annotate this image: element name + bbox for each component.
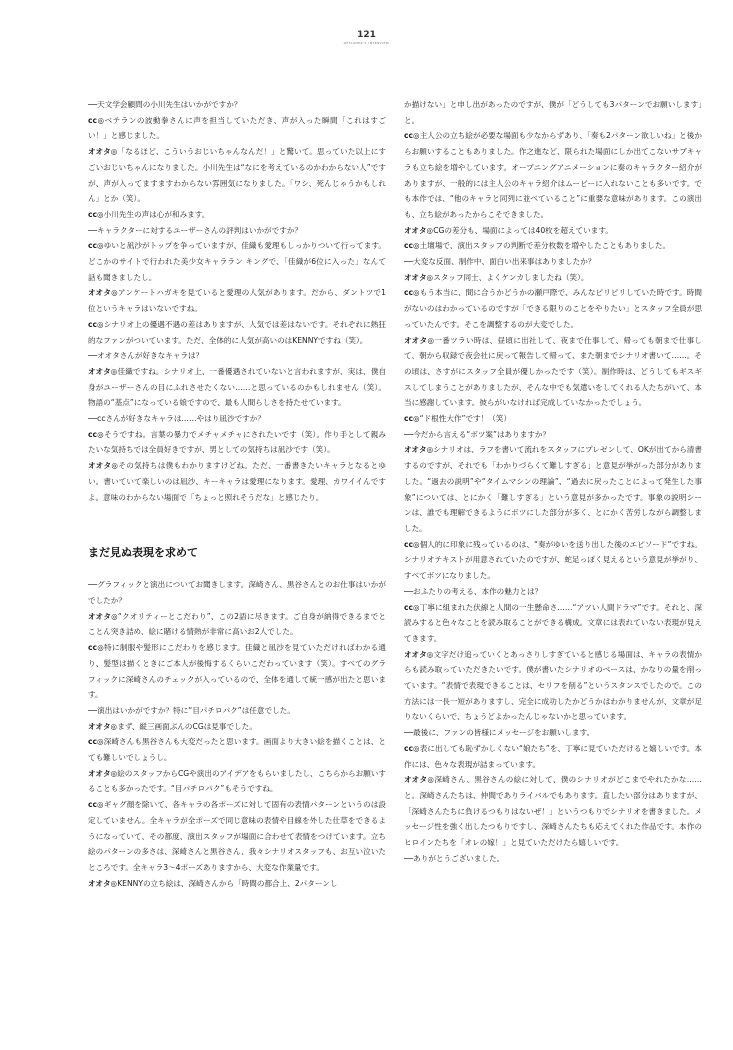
speaker-label: オオタ◎ bbox=[404, 775, 435, 785]
interview-paragraph bbox=[88, 223, 386, 239]
paragraph-text: 一番ツラい時は、昼頃に出社して、夜まで仕事して、帰っても朝まで仕事して、朝から収録で夜会社に戻って報告して帰って、また朝までシナリオ書いて……。その頃は、さすがにスタッフ全員が優しかったです（笑）。制作時は、どうしてもギスギスしてしまうことがありましたが、そんな中でも気遣いをしてくれる人たちがいて、本当に感謝しています。彼らがいなければ完成していなかったでしょう。 bbox=[404, 335, 702, 408]
interview-paragraph bbox=[404, 537, 702, 584]
interview-paragraph bbox=[88, 364, 386, 411]
speaker-label: cc◎ bbox=[404, 241, 420, 251]
speaker-label: オオタ◎ bbox=[404, 225, 434, 235]
interview-paragraph bbox=[88, 113, 386, 144]
paragraph-text: 表に出しても恥ずかしくない“娘たち”を、丁寧に見ていただけると嬉しいです。本作には、色々な表現が詰まっています。 bbox=[404, 743, 702, 769]
speaker-label: オオタ◎ bbox=[88, 768, 118, 778]
paragraph-text: 主人公の立ち絵が必要な場面も少なからずあり、「奏も2パターン欲しいね」と後からお願いすることもありました。作之進など、限られた場面にしか出てこないサブキャラも立ち絵を増やしています。オープニングアニメーションに奏のキャラクター紹介がありますが、一般的には主人公のキャラ紹介はムービーに入れないことも多いです。でも本作では、“他のキャラと同列に並べていること”に重要な意味があります。この演出も、立ち絵があったからこそできました。 bbox=[404, 131, 702, 219]
left-column bbox=[88, 97, 386, 1037]
interview-paragraph bbox=[404, 772, 702, 851]
interview-paragraph bbox=[404, 270, 702, 286]
paragraph-text: ──演出はいかがですか？特に“目パチロパク”は任意でした。 bbox=[88, 705, 295, 715]
speaker-label: cc◎ bbox=[88, 115, 105, 125]
interview-paragraph bbox=[88, 703, 386, 719]
paragraph-text: ギャグ顔を除いて、各キャラの各ポーズに対して固有の表情パターンというのは設定していません。全キャラが全ポーズで同じ意味の表情や目線を外した仕草をできるようになっていて、その都度、演出スタッフが場面に合わせて表情をつけています。立ち絵のパターンの多さは、深崎さんと黒谷さん、我々シナリオスタッフも、お互い泣いたところです。全キャラ3～4ポーズありますから、大変な作業量です。 bbox=[88, 800, 386, 872]
paragraph-text: ゆいと凪沙がトップを争っていますが、佳織も愛理もしっかりついて行ってます。どこかのサイトで行われた美少女キャララン キングで、「佳織が6位に入った」なんて話も聞きましたし。 bbox=[88, 241, 386, 282]
interview-paragraph bbox=[404, 223, 702, 239]
interview-paragraph bbox=[404, 285, 702, 332]
speaker-label: cc◎ bbox=[88, 737, 104, 747]
interview-paragraph bbox=[88, 348, 386, 364]
paragraph-text: CGの差分も、場面によっては40枚を超えています。 bbox=[433, 225, 613, 235]
speaker-label: cc◎ bbox=[404, 602, 420, 612]
speaker-label: オオタ◎ bbox=[404, 335, 435, 345]
interview-paragraph bbox=[88, 411, 386, 427]
paragraph-text: 深崎さんも黒谷さんも大変だったと思います。画面より大きい絵を描くことは、とても難しいでしょうし。 bbox=[88, 737, 386, 763]
speaker-label: オオタ◎ bbox=[88, 366, 118, 376]
speaker-label: cc◎ bbox=[88, 429, 104, 439]
speaker-label: cc◎ bbox=[404, 131, 420, 141]
speaker-label: オオタ◎ bbox=[88, 288, 118, 298]
paragraph-text: ──オオタさんが好きなキャラは？ bbox=[88, 351, 204, 361]
interview-paragraph bbox=[88, 427, 386, 458]
speaker-label: cc◎ bbox=[88, 643, 105, 653]
paragraph-text: 「なるほど、こういうおじいちゃんなんだ！」と驚いて。思っていた以上にすごいおじいちゃんになりました。小川先生は“なにを考えているのかわからない人”ですが、声が入ってますますわからない雰囲気になりました。「ワシ、死んじゃうかもしれん」とか（笑）。 bbox=[88, 147, 386, 204]
right-paragraphs bbox=[404, 97, 702, 866]
interview-paragraph bbox=[404, 725, 702, 741]
speaker-label: cc◎ bbox=[404, 288, 420, 298]
interview-paragraph bbox=[88, 719, 386, 735]
page-sub-caption: DESIGNER'S INTERVIEW bbox=[343, 41, 390, 45]
interview-paragraph bbox=[88, 577, 386, 608]
paragraph-text: 個人的に印象に残っているのは、“奏がゆいを送り出した後のエピソード”ですね。シナリオテキストが用意されていたのですが、蛇足っぽく見えるという意見が挙がり、すべてボツになりました。 bbox=[404, 539, 702, 581]
paragraph-text: 絵のスタッフからCGや演出のアイデアをもらいましたし、こちらからお願いすることも多かったです。“目パチロパク”もそうですね。 bbox=[88, 768, 386, 794]
paragraph-text: シナリオは、ラフを書いて流れをスタッフにプレゼンして、OKが出てから清書するのですが、それでも「わかりづらくて難しすぎる」と意見が挙がった部分がありました。“過去の説明”や“タイムマシンの理論”、“過去に戻ったことによって発生した事象”については、とにかく「難しすぎる」という意見が多かったです。事象の説明シーンは、誰でも理解できるようにボツにした部分が多く、とにかく苦労しながら調整しました。 bbox=[404, 445, 702, 533]
interview-paragraph bbox=[404, 333, 702, 412]
paragraph-text: アンケートハガキを見ていると愛理の人気があります。だから、ダントツで1位というキャラはいないですね。 bbox=[88, 288, 386, 314]
paragraph-text: 特に制服や髪形にこだわりを感じます。佳織と凪沙を見ていただければわかる通り、髪型は描くときにご本人が後悔するくらいこだわっています（笑）。すべてのグラフィックに深崎さんのチェックが入っているので、全体を通して統一感が出たと思います。 bbox=[88, 643, 386, 700]
interview-paragraph bbox=[88, 317, 386, 348]
left-part2 bbox=[88, 577, 386, 891]
left-part1 bbox=[88, 97, 386, 505]
interview-paragraph bbox=[88, 797, 386, 876]
paragraph-text: その気持ちは僕もわかりますけどね。ただ、一番書きたいキャラとなるとゆい。書いていて楽しいのは凪沙、キーキャラは愛理になります。愛理、カワイイんですよ。意味のわからない場面で「ちょっと照れそうだな」と感じたり。 bbox=[88, 461, 386, 502]
interview-paragraph bbox=[404, 254, 702, 270]
interview-paragraph bbox=[404, 600, 702, 647]
interview-paragraph bbox=[88, 766, 386, 797]
paragraph-text: ──天文学会顧問の小川先生はいかがですか？ bbox=[88, 100, 242, 109]
paragraph-text: シナリオ上の優遇不遇の差はありますが、人気では差はないです。それぞれに熱狂的なファンがついています。ただ、全体的に人気が高いのはKENNYですね（笑）。 bbox=[88, 319, 386, 345]
speaker-label: cc◎ bbox=[88, 319, 104, 329]
paragraph-text: ──ありがとうございました。 bbox=[404, 853, 505, 863]
speaker-label: cc◎ bbox=[88, 209, 104, 219]
right-column bbox=[404, 97, 702, 1037]
interview-paragraph bbox=[88, 207, 386, 223]
paragraph-text: ──グラフィックと演出についてお聞きします。深崎さん、黒谷さんとのお仕事はいかがでしたか？ bbox=[88, 580, 386, 605]
interview-paragraph bbox=[88, 640, 386, 703]
section-title: まだ見ぬ表現を求めて bbox=[88, 546, 198, 560]
paragraph-text: KENNYの立ち絵は、深崎さんから「時間の都合上、2パターンし bbox=[117, 878, 338, 888]
paragraph-text: 佳織ですね。シナリオ上、一番優遇されていないと言われますが、実は、僕自身がユーザーさんの目にふれさせたくない……と思っているのかもしれません（笑）。物語の“基点”になっている娘ですので、最も人間らしさを持たせています。 bbox=[88, 366, 386, 408]
interview-paragraph bbox=[404, 427, 702, 443]
interview-paragraph bbox=[88, 876, 386, 892]
paragraph-text: “ド根性大作”です！（笑） bbox=[419, 414, 512, 424]
paragraph-text: 土壇場で、演出スタッフの判断で差分枚数を増やしたこともありました。 bbox=[419, 241, 671, 251]
paragraph-text: 丁寧に組まれた伏線と人間の一生懸命さ……“アツい人間ドラマ”です。それと、深読みすると色々なことを読み取ることができる構成。文章には表れていない表現が見えてきます。 bbox=[404, 602, 702, 643]
speaker-label: オオタ◎ bbox=[88, 461, 119, 471]
speaker-label: オオタ◎ bbox=[88, 878, 118, 888]
interview-paragraph bbox=[88, 285, 386, 316]
speaker-label: cc◎ bbox=[404, 414, 420, 424]
speaker-label: cc◎ bbox=[404, 539, 420, 549]
interview-paragraph bbox=[404, 741, 702, 772]
paragraph-text: 文字だけ追っていくとあっさりしすぎていると感じる場面は、キャラの表情からも読み取っていただきたいです。僕が書いたシナリオのベースは、かなりの量を削っています。“表情で表現できることは、セリフを削る”というスタンスでしたので。この方法には一長一短がありますし、完全に成功したかどうかはわかりませんが、文章が足りないくらいで、ちょうどよかったんじゃないかと思っています。 bbox=[404, 649, 702, 722]
speaker-label: cc◎ bbox=[404, 743, 420, 753]
paragraph-text: ベテランの波動拳さんに声を担当していただき、声が入った瞬間「これはすごい！」と感じました。 bbox=[88, 115, 386, 141]
speaker-label: オオタ◎ bbox=[88, 147, 118, 157]
paragraph-text: ──今だから言える“ボツ案”はありますか？ bbox=[404, 429, 551, 439]
speaker-label: オオタ◎ bbox=[88, 611, 118, 621]
paragraph-text: か描けない」と申し出があったのですが、僕が「どうしても3パターンでお願いします」と。 bbox=[404, 100, 702, 125]
speaker-label: cc◎ bbox=[88, 800, 104, 810]
interview-paragraph bbox=[404, 411, 702, 427]
interview-paragraph bbox=[404, 238, 702, 254]
interview-paragraph bbox=[404, 584, 702, 600]
interview-paragraph bbox=[88, 609, 386, 640]
interview-paragraph bbox=[404, 851, 702, 867]
interview-paragraph bbox=[404, 442, 702, 536]
interview-paragraph bbox=[404, 647, 702, 726]
interview-paragraph bbox=[404, 128, 702, 222]
paragraph-text: スタッフ同士、よくケンカしましたね（笑）。 bbox=[433, 272, 589, 282]
page-number: 121 bbox=[357, 30, 376, 40]
paragraph-text: ──キャラクターに対するユーザーさんの評判はいかがですか？ bbox=[88, 225, 303, 235]
interview-paragraph bbox=[88, 238, 386, 285]
speaker-label: オオタ◎ bbox=[404, 445, 434, 455]
paragraph-text: ──ccさんが好きなキャラは……やはり凪沙ですか？ bbox=[88, 414, 265, 424]
paragraph-text: そうですね。言葉の暴力でメチャメチャにされたいです（笑）。作り手として親みたいな気持ちでは全員好きですが、男としての気持ちは凪沙です（笑）。 bbox=[88, 429, 386, 455]
paragraph-text: まず、縦三画面ぶんのCGは見事でした。 bbox=[117, 721, 257, 731]
interview-paragraph bbox=[88, 734, 386, 765]
speaker-label: cc◎ bbox=[88, 241, 104, 251]
paragraph-text: ──大変な反面、制作中、面白い出来事はありましたか？ bbox=[404, 257, 596, 267]
speaker-label: オオタ◎ bbox=[88, 721, 118, 731]
paragraph-text: 深崎さん、黒谷さんの絵に対して、僕のシナリオがどこまでやれたかな……と。深崎さんたちは、仲間でありライバルでもあります。直したい部分はありますが、「深崎さんたちに負けるつもりはないぜ！」というつもりでシナリオを書きました。メッセージ性を強く出したつもりですし、深崎さんたちも応えてくれた作品です。本作のヒロインたちを「オレの嫁！」と見ていただけたら嬉しいです。 bbox=[404, 775, 702, 848]
interview-paragraph bbox=[404, 97, 702, 128]
interview-paragraph bbox=[88, 97, 386, 113]
speaker-label: オオタ◎ bbox=[404, 272, 434, 282]
interview-paragraph bbox=[88, 458, 386, 505]
speaker-label: オオタ◎ bbox=[404, 649, 434, 659]
interview-paragraph bbox=[88, 144, 386, 207]
paragraph-text: ──おふたりの考える、本作の魅力とは？ bbox=[404, 586, 543, 596]
paragraph-text: “クオリティーとこだわり”、この2語に尽きます。ご自身が納得できるまでとことん突き詰め、絵に賭ける情熱が非常に高いお2人でした。 bbox=[88, 611, 386, 637]
paragraph-text: もう本当に、間に合うかどうかの瀬戸際で、みんなピリピリしていた時です。時間がないのはわかっているのですが「できる限りのことをやりたい」とスタッフ全員が思っていたんです。そこを調整するのが大変でした。 bbox=[404, 288, 702, 329]
paragraph-text: 小川先生の声は心が和みます。 bbox=[103, 209, 210, 219]
paragraph-text: ──最後に、ファンの皆様にメッセージをお願いします。 bbox=[404, 728, 595, 738]
